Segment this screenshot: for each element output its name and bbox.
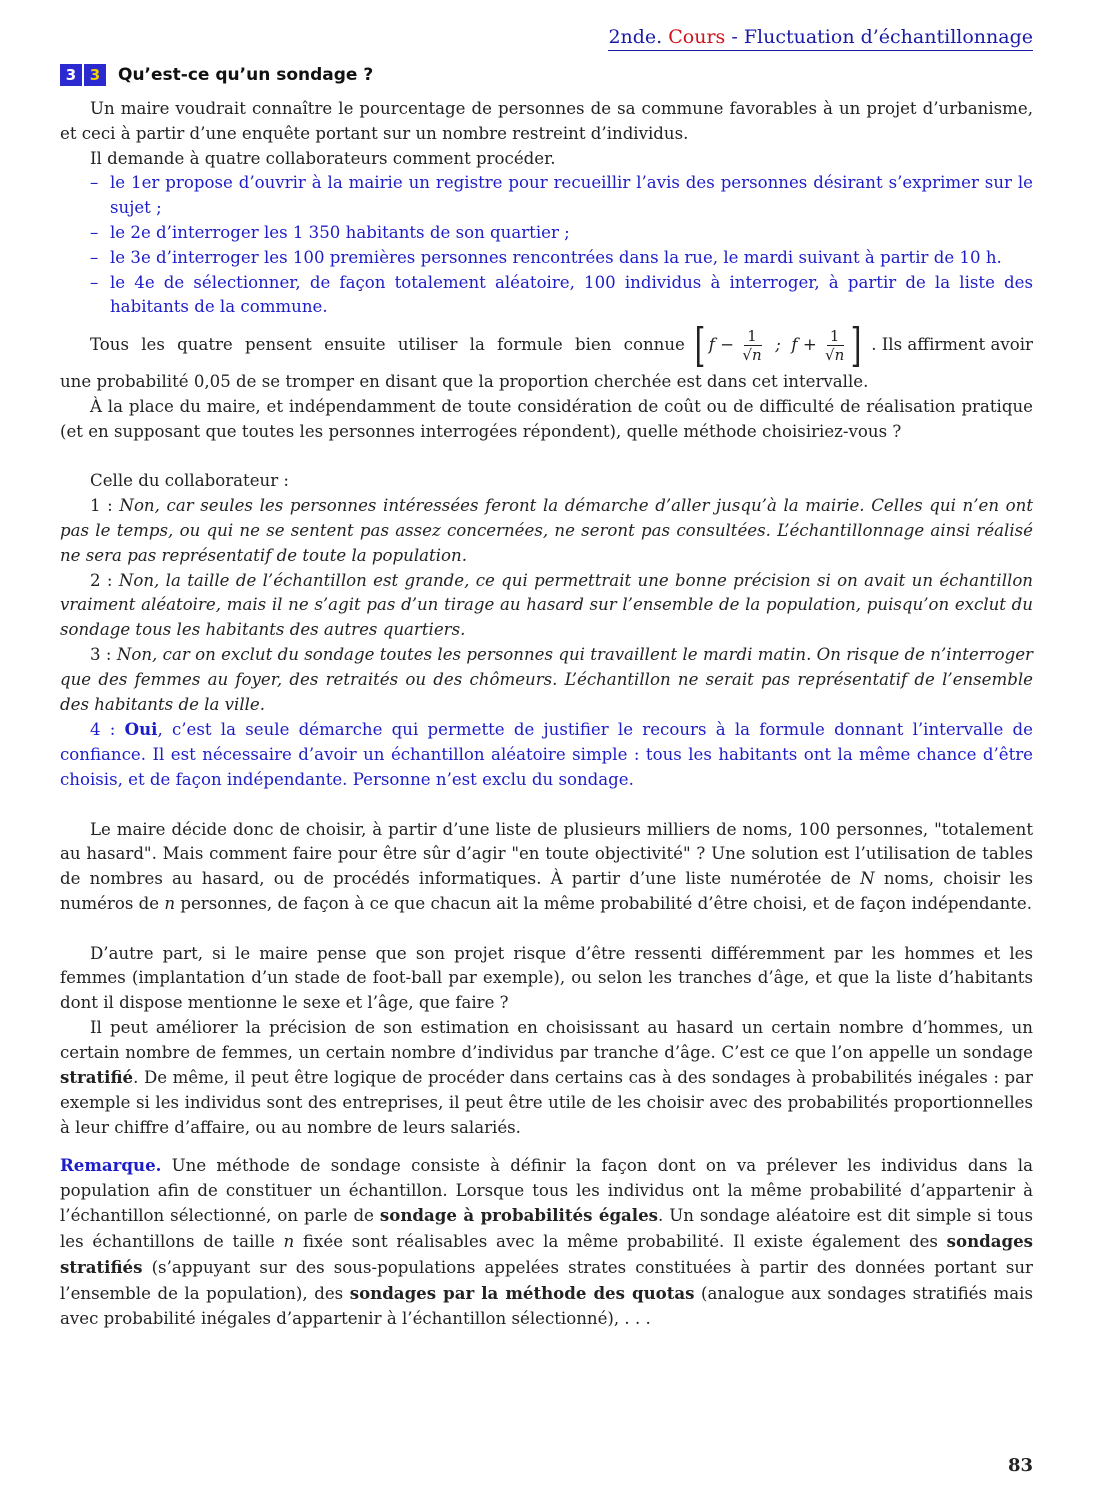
formula-minus: − (720, 334, 735, 354)
page-number: 83 (1007, 1455, 1033, 1476)
intro-question-lead: Il demande à quatre collaborateurs comment procéder. (90, 148, 556, 168)
running-header (608, 26, 1033, 51)
proposals-list (60, 171, 1033, 320)
chapter-badge: 3 (60, 64, 82, 86)
proposal-item-4: – le 4e de sélectionner, de façon totalement aléatoire, 100 individus à interroger, à partir de la liste des habitants de la commune. (90, 271, 1033, 321)
formula-f: f (708, 334, 715, 354)
section-badge: 3 (84, 64, 106, 86)
proposal-item-2: – le 2e d’interroger les 1 350 habitants de son quartier ; (90, 221, 1033, 246)
answer-3: 3 : Non, car on exclut du sondage toutes les personnes qui travaillent le mardi matin. On risque de n’interroger que des femmes au foyer, des retraités ou des chômeurs. L’échantillon ne serait pas représentatif de l’ensemble des habitants de la ville. (60, 644, 1033, 714)
answer-2: 2 : Non, la taille de l’échantillon est grande, ce qui permettrait une bonne précision si on avait un échantillon vraiment aléatoire, mais il ne s’agit pas d’un tirage au hasard sur l’ensemble de la population, puisqu’on exclut du sondage tous les habitants des autres quartiers. (60, 570, 1033, 640)
proposal-item-3: – le 3e d’interroger les 100 premières personnes rencontrées dans la rue, le mardi suivant à partir de 10 h. (90, 246, 1033, 271)
formula-continuation: une probabilité 0,05 de se tromper en disant que la proportion cherchée est dans cet intervalle. (60, 372, 869, 392)
section-heading (60, 64, 373, 86)
formula-lead-text: Tous les quatre pensent ensuite utiliser la formule bien connue (90, 334, 685, 354)
intro-paragraph: Un maire voudrait connaître le pourcentage de personnes de sa commune favorables à un projet d’urbanisme, et ceci à partir d’une enquête portant sur un nombre restreint d’individus. (60, 99, 1033, 143)
remark-label: Remarque. (60, 1154, 162, 1175)
formula-line (60, 318, 1033, 373)
random-selection-paragraph: Le maire décide donc de choisir, à partir d’une liste de plusieurs milliers de noms, 100 personnes, "totalement au hasard". Mais comment faire pour être sûr d’agir "en toute objectivité" ? Une solution est l’utilisation de tables de nombres au hasard, ou de procédés informatiques. À partir d’une liste numérotée de N noms, choisir les numéros de n personnes, de façon à ce que chacun ait la même probabilité d’être choisi, et de façon indépendante. (60, 819, 1034, 913)
answer-4: 4 : Oui, c’est la seule démarche qui permette de justifier le recours à la formule donnant l’intervalle de confiance. Il est nécessaire d’avoir un échantillon aléatoire simple : tous les habitants ont la même chance d’être choisis, et de façon indépendante. Personne n’est exclu du sondage. (60, 719, 1033, 789)
remark-paragraph: Remarque. Une méthode de sondage consiste à définir la façon dont on va prélever les individus dans la population afin de constituer un échantillon. Lorsque tous les individus ont la même probabilité d’appartenir à l’échantillon sélectionné, on parle de sondage à probabilités égales. Un sondage aléatoire est dit simple si tous les échantillons de taille n fixée sont réalisables avec la même probabilité. Il existe également des sondages stratifiés (s’appuyant sur des sous-populations appelées strates constituées à partir des données portant sur l’ensemble de la population), des sondages par la méthode des quotas (analogue aux sondages stratifiés mais avec probabilité inégales d’appartenir à l’échantillon sélectionné), . . . (60, 1154, 1034, 1328)
header-separator: - (731, 26, 738, 48)
formula-plus: + (802, 334, 817, 354)
stratified-paragraph-2: Il peut améliorer la précision de son estimation en choisissant au hasard un certain nombre d’hommes, un certain nombre de femmes, un certain nombre d’individus par tranche d’âge. C’est ce que l’on appelle un sondage stratifié. De même, il peut être logique de procéder dans certains cas à des sondages à probabilités inégales : par exemple si les individus sont des entreprises, il peut être utile de les choisir avec des probabilités proportionnelles à leur chiffre d’affaire, ou au nombre de leurs salariés. (60, 1017, 1033, 1138)
answer-1: 1 : Non, car seules les personnes intéressées feront la démarche d’aller jusqu’à la mairie. Celles qui n’en ont pas le temps, ou qui ne se sentent pas assez concernées, ne seront pas consultées. L’échantillonnage ainsi réalisé ne sera pas représentatif de toute la population. (60, 496, 1033, 565)
formula-f: f (791, 334, 798, 354)
formula-trailing-text: . Ils affirment avoir (871, 334, 1033, 354)
confidence-interval-formula: [ f − $\frac{1}{√n}$ ; f + $\frac{1}{√n}$ ] (694, 318, 862, 373)
section-title: Qu’est-ce qu’un sondage ? (118, 65, 374, 85)
header-level: 2nde. (608, 26, 663, 48)
proposal-item-1: – le 1er propose d’ouvrir à la mairie un registre pour recueillir l’avis des personnes désirant s’exprimer sur le sujet ; (90, 171, 1033, 221)
formula-fraction: $\frac{1}{√n}$ (825, 326, 845, 364)
question-paragraph: À la place du maire, et indépendamment de toute considération de coût ou de difficulté de réalisation pratique (et en supposant que toutes les personnes interrogées répondent), quelle méthode choisiriez-vous ? (60, 396, 1033, 441)
header-cours: Cours (668, 26, 726, 48)
answers-lead: Celle du collaborateur : (90, 471, 290, 491)
stratified-paragraph-1: D’autre part, si le maire pense que son projet risque d’être ressenti différemment par les hommes et les femmes (implantation d’un stade de foot-ball par exemple), ou selon les tranches d’âge, et que la liste d’habitants dont il dispose mentionne le sexe et l’âge, que faire ? (60, 943, 1033, 1013)
header-topic: Fluctuation d’échantillonnage (743, 26, 1033, 48)
document-body (60, 97, 1033, 1331)
formula-fraction: $\frac{1}{√n}$ (742, 326, 762, 364)
formula-semicolon: ; (775, 334, 781, 354)
